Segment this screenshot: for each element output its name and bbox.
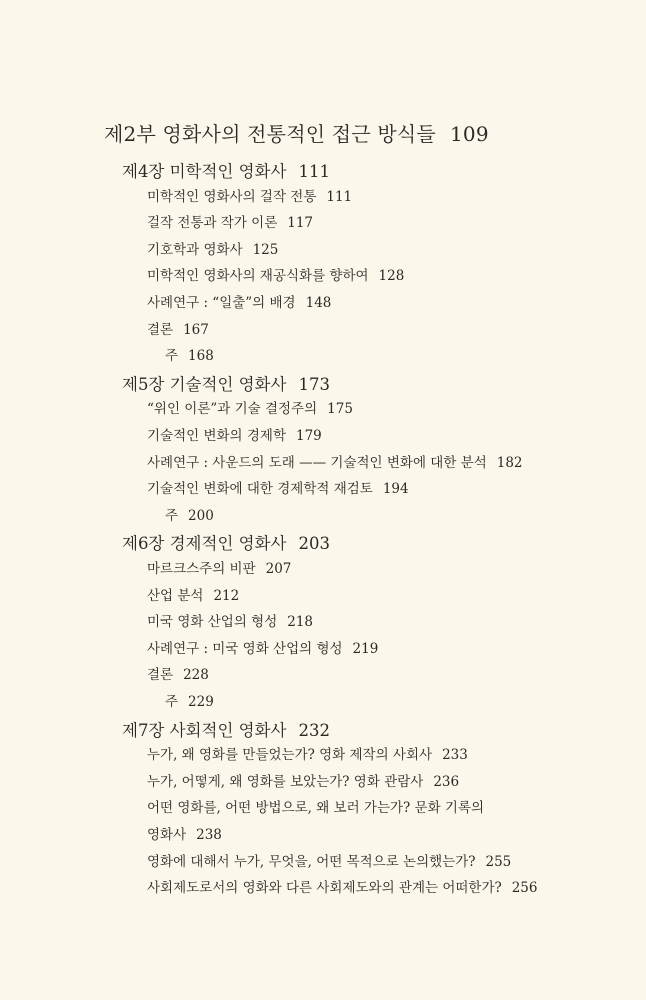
toc-entry-title: 주 <box>165 694 179 710</box>
toc-entry-title: 미국 영화 산업의 형성 <box>147 614 278 631</box>
toc-entry-page-number: 219 <box>352 640 379 657</box>
toc-section-entry <box>147 318 209 338</box>
toc-entry-page-number: 228 <box>183 667 209 684</box>
toc-entry-title: 기호학과 영화사 <box>147 241 243 258</box>
toc-entry-title: 기술적인 변화에 대한 경제학적 재검토 <box>147 481 373 498</box>
toc-section-entry <box>147 850 511 870</box>
toc-entry-title: 누가, 어떻게, 왜 영화를 보았는가? 영화 관람사 <box>147 773 424 790</box>
part-page-number: 109 <box>449 122 489 146</box>
toc-section-entry <box>147 557 291 577</box>
toc-entry-title: 제7장 사회적인 영화사 <box>122 720 287 740</box>
toc-entry-page-number: 167 <box>183 321 209 338</box>
toc-entry-title: 걸작 전통과 작가 이론 <box>147 215 278 232</box>
toc-section-entry <box>147 637 378 657</box>
toc-entry-title: 사례연구 : 사운드의 도래 —— 기술적인 변화에 대한 분석 <box>147 454 487 471</box>
toc-entry-page-number: 125 <box>252 241 279 258</box>
toc-chapter-entry <box>122 371 330 395</box>
toc-entry-title: 사례연구 : “일출”의 배경 <box>147 295 296 311</box>
toc-note-entry <box>165 504 214 524</box>
toc-entry-page-number: 236 <box>433 773 460 790</box>
toc-section-entry <box>147 743 468 763</box>
toc-entry-page-number: 200 <box>188 507 214 524</box>
toc-section-entry <box>147 584 239 604</box>
toc-entry-title: “위인 이론”과 기술 결정주의 <box>147 401 318 418</box>
toc-entry-title: 미학적인 영화사의 걸작 전통 <box>147 188 317 205</box>
toc-entry-page-number: 111 <box>326 188 353 205</box>
toc-entry-title: 산업 분석 <box>147 587 204 604</box>
toc-entry-page-number: 173 <box>298 374 330 394</box>
toc-entry-title: 누가, 왜 영화를 만들었는가? 영화 제작의 사회사 <box>147 747 433 764</box>
toc-section-entry <box>147 211 313 231</box>
toc-entry-title: 마르크스주의 비판 <box>147 561 256 577</box>
toc-section-entry <box>147 238 278 258</box>
toc-section-entry <box>147 796 484 816</box>
toc-entry-page-number: 229 <box>188 694 214 710</box>
toc-entry-page-number: 232 <box>298 720 330 740</box>
toc-section-entry <box>147 397 353 417</box>
toc-entry-page-number: 255 <box>485 853 512 870</box>
toc-section-entry <box>147 823 222 843</box>
toc-section-entry <box>147 424 322 444</box>
toc-section-entry <box>147 291 331 311</box>
toc-entry-title: 사례연구 : 미국 영화 산업의 형성 <box>147 640 343 657</box>
toc-entry-title: 제5장 기술적인 영화사 <box>122 374 287 394</box>
toc-entry-page-number: 233 <box>442 747 468 764</box>
toc-entry-page-number: 207 <box>265 561 292 577</box>
toc-chapter-entry <box>122 158 330 182</box>
toc-chapter-entry <box>122 717 330 741</box>
toc-section-entry <box>147 264 404 284</box>
toc-entry-title: 제4장 미학적인 영화사 <box>122 162 287 181</box>
toc-entry-page-number: 168 <box>188 348 214 365</box>
toc-entry-page-number: 238 <box>196 827 222 843</box>
toc-entry-page-number: 117 <box>287 215 314 232</box>
toc-section-entry <box>147 770 459 790</box>
toc-section-entry <box>147 451 523 471</box>
toc-entry-title: 미학적인 영화사의 재공식화를 향하여 <box>147 268 369 285</box>
toc-entry-title: 결론 <box>147 321 174 338</box>
toc-entry-page-number: 111 <box>298 162 330 181</box>
toc-entry-title: 어떤 영화를, 어떤 방법으로, 왜 보러 가는가? 문화 기록의 <box>147 800 485 817</box>
toc-section-entry <box>147 663 209 683</box>
toc-entry-title: 사회제도로서의 영화와 다른 사회제도와의 관계는 어떠한가? <box>147 880 502 897</box>
toc-entry-title: 결론 <box>147 667 174 684</box>
toc-entry-page-number: 175 <box>327 401 353 418</box>
toc-section-entry <box>147 610 313 630</box>
toc-chapter-entry <box>122 530 330 554</box>
toc-entry-page-number: 212 <box>213 587 240 604</box>
toc-entry-title: 주 <box>165 507 179 524</box>
toc-entry-page-number: 128 <box>378 268 405 285</box>
toc-section-entry <box>147 477 409 497</box>
toc-note-entry <box>165 344 214 364</box>
part-title: 제2부 영화사의 전통적인 접근 방식들 <box>104 122 436 146</box>
toc-entry-title: 영화에 대해서 누가, 무엇을, 어떤 목적으로 논의했는가? <box>147 853 476 870</box>
toc-note-entry <box>165 690 214 710</box>
toc-entry-page-number: 148 <box>305 295 332 311</box>
toc-entry-page-number: 203 <box>298 534 330 554</box>
toc-entry-page-number: 179 <box>296 428 322 444</box>
toc-entry-page-number: 256 <box>511 880 538 897</box>
toc-entry-page-number: 182 <box>496 454 523 471</box>
toc-entry-title: 제6장 경제적인 영화사 <box>122 534 287 554</box>
toc-entry-page-number: 194 <box>382 481 409 498</box>
toc-section-entry <box>147 185 352 205</box>
toc-entry-title: 영화사 <box>147 827 187 843</box>
toc-entry-title: 기술적인 변화의 경제학 <box>147 428 286 444</box>
toc-section-entry <box>147 876 538 896</box>
toc-entry-title: 주 <box>165 348 179 365</box>
toc-entry-page-number: 218 <box>287 614 314 631</box>
part-heading <box>104 118 489 147</box>
